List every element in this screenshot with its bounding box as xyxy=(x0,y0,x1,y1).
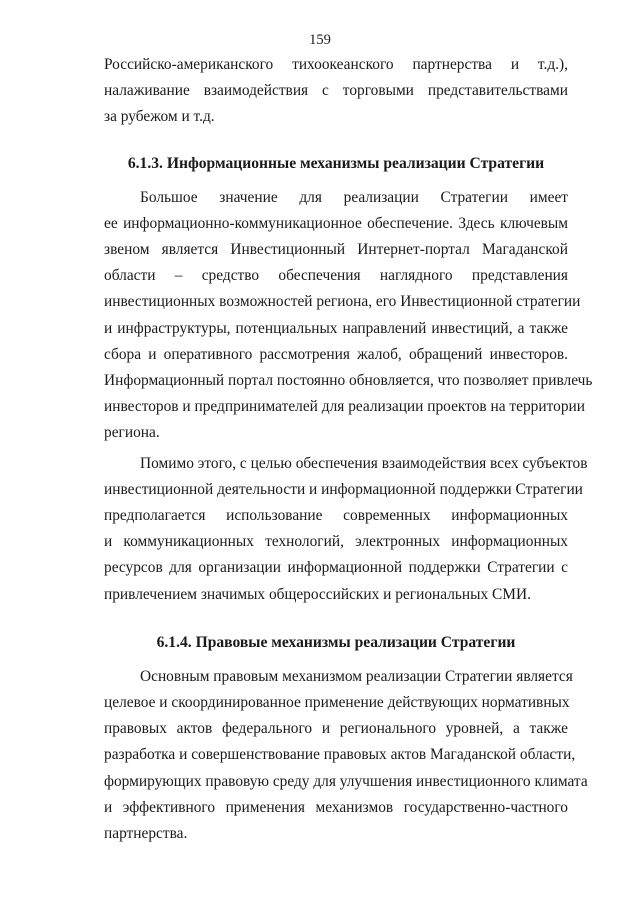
section-heading-legal-mechanisms: 6.1.4. Правовые механизмы реализации Стратегии xyxy=(156,633,516,651)
text-line: ресурсов для организации информационной поддержки Стратегии с xyxy=(104,559,568,577)
text-line: Информационный портал постоянно обновляется, что позволяет привлечь xyxy=(104,372,593,390)
paragraph-information-technologies xyxy=(104,451,588,608)
text-line: сбора и оперативного рассмотрения жалоб, обращений инвесторов. xyxy=(104,345,568,363)
text-line: правовых актов федерального и регионального уровней, а также xyxy=(104,720,568,738)
text-line: инвесторов и предпринимателей для реализации проектов на территории xyxy=(104,398,585,416)
text-line: области – средство обеспечения наглядного представления xyxy=(104,267,568,285)
text-line: ее информационно-коммуникационное обеспечение. Здесь ключевым xyxy=(104,214,568,232)
text-line: налаживание взаимодействия с торговыми представительствами xyxy=(104,82,568,100)
text-line: привлечением значимых общероссийских и региональных СМИ. xyxy=(104,585,531,603)
text-line: Основным правовым механизмом реализации Стратегии является xyxy=(140,667,573,685)
paragraph-information-portal xyxy=(104,185,593,447)
text-line: инвестиционных возможностей региона, его Инвестиционной стратегии xyxy=(104,293,581,311)
text-line: целевое и скоординированное применение действующих нормативных xyxy=(104,694,570,712)
text-line: звеном является Инвестиционный Интернет-портал Магаданской xyxy=(104,241,568,259)
text-line: Российско-американского тихоокеанского партнерства и т.д.), xyxy=(104,56,568,73)
text-line: разработка и совершенствование правовых актов Магаданской области, xyxy=(104,746,576,764)
text-line: партнерства. xyxy=(104,825,188,843)
text-line: и коммуникационных технологий, электронных информационных xyxy=(104,533,568,551)
text-line: формирующих правовую среду для улучшения инвестиционного климата xyxy=(104,772,588,790)
text-line: и инфраструктуры, потенциальных направлений инвестиций, а также xyxy=(104,319,568,337)
section-heading-information-mechanisms: 6.1.3. Информационные механизмы реализации Стратегии xyxy=(127,154,545,172)
text-line: Помимо этого, с целью обеспечения взаимодействия всех субъектов xyxy=(140,454,588,472)
text-line: предполагается использование современных информационных xyxy=(104,507,568,525)
text-line: региона. xyxy=(104,424,160,442)
text-line: за рубежом и т.д. xyxy=(104,108,215,126)
page-number: 159 xyxy=(309,32,331,48)
paragraph-legal-mechanisms xyxy=(104,664,588,847)
text-line: и эффективного применения механизмов государственно-частного xyxy=(104,798,568,816)
page-content xyxy=(104,52,593,847)
text-line: инвестиционной деятельности и информационной поддержки Стратегии xyxy=(104,480,583,498)
paragraph-continuation xyxy=(104,52,568,131)
text-line: Большое значение для реализации Стратегии имеет xyxy=(140,188,568,206)
